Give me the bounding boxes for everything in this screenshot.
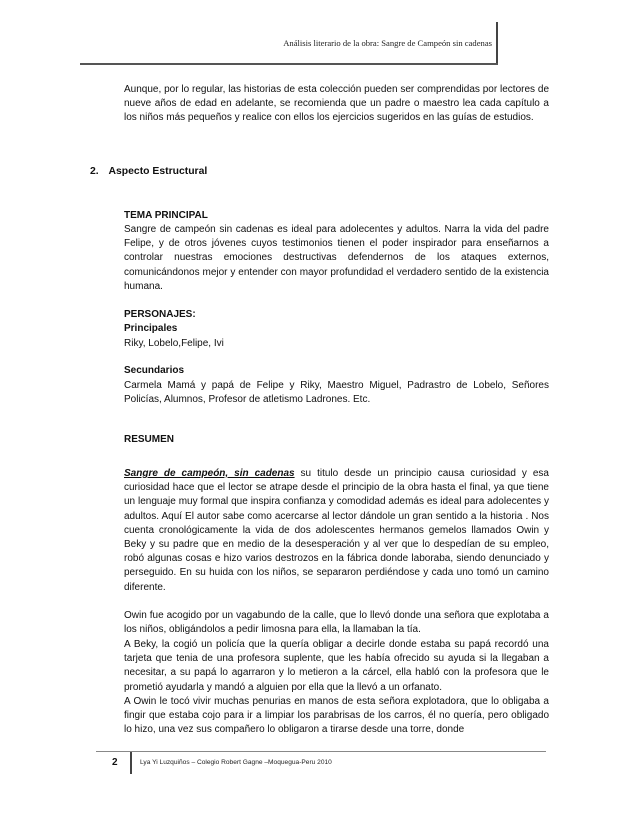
resumen-paragraph-2: Owin fue acogido por un vagabundo de la calle, que lo llevó donde una señora que explotaba a los niños, obligándolos a pedir limosna para ella, la llamaban la tía.: [124, 610, 549, 636]
resumen-label: RESUMEN: [124, 434, 175, 445]
section-number: 2.: [90, 166, 99, 177]
footer-text: Lya Yi Luzquiños – Colegio Robert Gagne –Moquegua-Peru 2010: [140, 759, 332, 766]
section-title: Aspecto Estructural: [108, 166, 208, 177]
tema-principal-text: Sangre de campeón sin cadenas es ideal para adolecentes y adultos. Narra la vida del padre Felipe, y de otros jóvenes cuyos testimonios tienen el poder inspirador para enseñarnos a controlar nuestras emociones destructivas defendernos de los ataques externos, comunicándonos mejor y entender con mayor profundidad el verdadero sentido de la existencia humana.: [124, 224, 549, 292]
tema-principal-label: TEMA PRINCIPAL: [124, 210, 208, 221]
principales-text: Riky, Lobelo,Felipe, Ivi: [124, 338, 224, 349]
personajes-label: PERSONAJES:: [124, 309, 196, 320]
secundarios-text: Carmela Mamá y papá de Felipe y Riky, Maestro Miguel, Padrastro de Lobelo, Señores Policías, Alumnos, Profesor de atletismo Ladrones. Etc.: [124, 380, 549, 406]
footer-vertical-rule: [130, 752, 132, 774]
resumen-lead-title: Sangre de campeón, sin cadenas: [124, 468, 295, 479]
principales-label: Principales: [124, 323, 178, 334]
resumen-paragraph-3: A Beky, la cogió un policía que la quería obligar a decirle donde estaba su papá recordó una tarjeta que tenia de una profesora suplente, que les había ofrecido su ayuda si la llegaban a necesitar, a su papá lo agarraron y lo metieron a la cárcel, ella habló con la profesora que le prometió ayudarla y mandó a alguien por ella que la llevó a un orfanato.: [124, 639, 549, 693]
section-heading: [90, 165, 207, 179]
intro-paragraph: Aunque, por lo regular, las historias de esta colección pueden ser comprendidas por lectores de nueve años de edad en adelante, se recomienda que un padre o maestro lea cada capítulo a los niños más pequeños y realice con ellos los ejercicios sugeridos en las guías de estudios.: [124, 84, 549, 124]
resumen-paragraph-4: A Owin le tocó vivir muchas penurias en manos de esta señora explotadora, que lo obligaba a fingir que estaba cojo para ir a limpiar los parabrisas de los carros, él no quería, pero obligado lo hizo, una vez sus compañero lo obligaron a tirarse desde una torre, donde: [124, 696, 549, 736]
resumen-paragraph-1-text: su titulo desde un principio causa curiosidad y esa curiosidad hace que el lector se atrape desde el principio de la obra hasta el final, ya que tiene un lenguaje muy formal que inspira confianza y comodidad además es ideal para adolecentes y adultos. Aquí El autor sabe como acercarse al lector dándole un gran sentido a la historia . Nos cuenta cronológicamente la vida de dos adolescentes hermanos gemelos llamados Owin y Beky y su padre que en medio de la desesperación y al ver que lo despedían de su empleo, robó algunas cosas e hizo varios destrozos en la fábrica donde laboraba, siendo denunciado y perseguido. En su huida con los niños, se separaron perdiéndose y cada uno tomó un camino diferente.: [124, 468, 549, 593]
resumen-paragraph-1: [124, 467, 549, 595]
page-number: 2: [112, 757, 118, 768]
secundarios-label: Secundarios: [124, 365, 185, 376]
running-header: Análisis literario de la obra: Sangre de Campeón sin cadenas: [283, 38, 492, 48]
footer-horizontal-rule: [96, 751, 546, 752]
